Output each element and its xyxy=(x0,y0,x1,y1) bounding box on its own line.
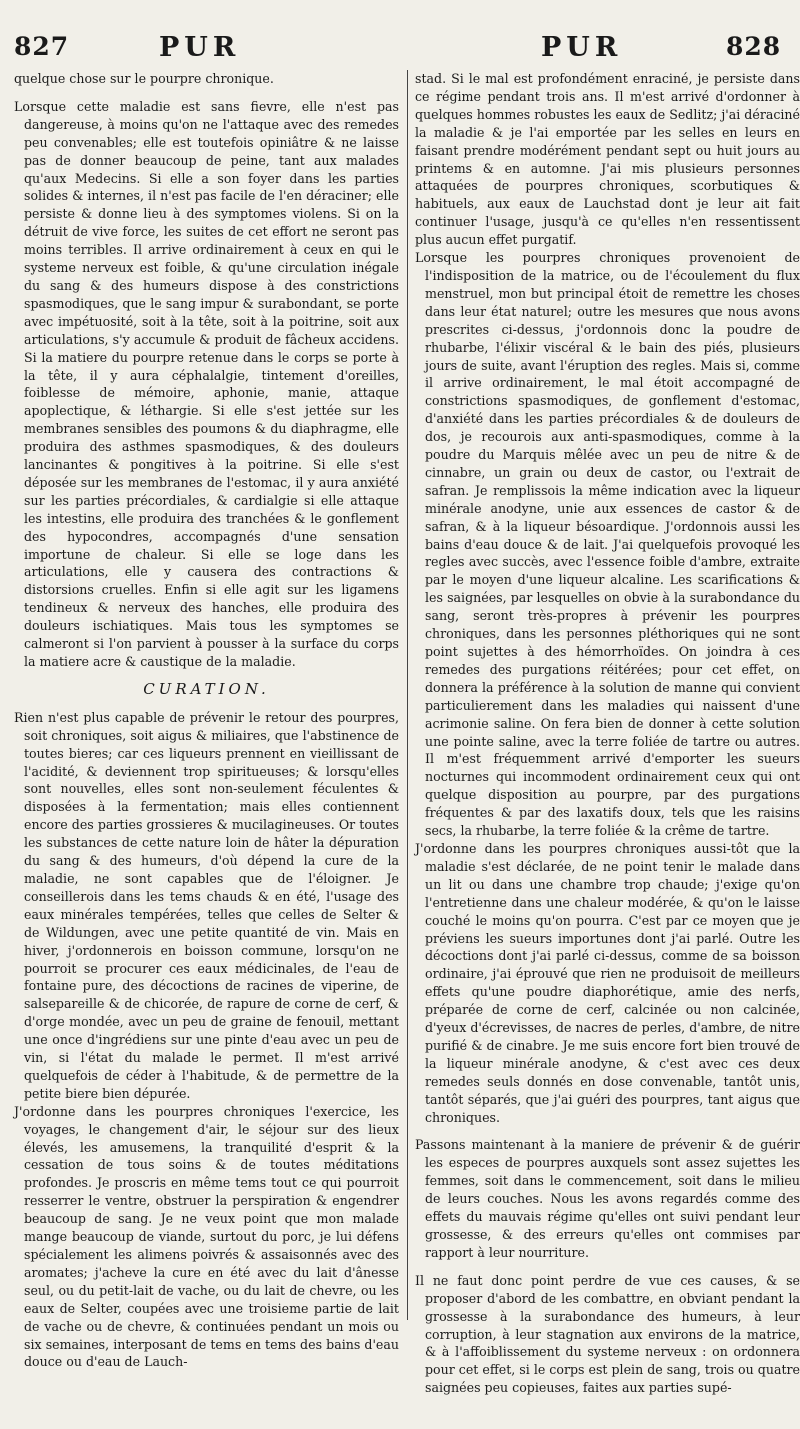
right-page-number: 828 xyxy=(726,32,782,61)
running-header xyxy=(14,32,786,72)
paragraph: Passons maintenant à la maniere de prévenir & de guérir les especes de pourpres auxquels sont assez sujettes les femmes, soit dans le commencement, soit dans le milieu de leurs couches. Nous les avons regardés comme des effets du mauvais régime qu'elles ont suivi pendant leur grossesse, & des erreurs qu'elles ont commises par rapport à leur nourriture. xyxy=(415,1137,800,1260)
paragraph: quelque chose sur le pourpre chronique. xyxy=(14,71,274,86)
section-heading: CURATION. xyxy=(143,679,270,698)
paragraph: Il ne faut donc point perdre de vue ces causes, & se proposer d'abord de les combattre, en obviant pendant la grossesse à la surabondance des humeurs, à leur corruption, à leur stagnation aux environs de la matrice, & à l'affoiblissement du systeme nerveux : on ordonnera pour cet effet, si le corps est plein de sang, trois ou quatre saignées peu copieuses, faites aux parties supé- xyxy=(415,1272,800,1396)
text-columns xyxy=(14,70,800,1396)
paragraph: Lorsque les pourpres chroniques provenoient de l'indisposition de la matrice, ou de l'écoulement du flux menstruel, mon but principal étoit de remettre les choses dans leur état naturel; outre les mesures que nous avons prescrites ci-dessus, j'ordonnois donc la poudre de rhubarbe, l'élixir viscéral & le bain des piés, plusieurs jours de suite, avant l'éruption des regles. Mais si, comme il arrive ordinairement, le mal étoit accompagné de constrictions spasmodiques, de gonflement d'estomac, d'anxiété dans les parties précordiales & de douleurs de dos, je recourois aux anti-spasmodiques, comme à la poudre du Marquis mêlée avec un peu de nitre & de cinnabre, un grain ou deux de castor, ou l'extrait de safran. Je remplissois la même indication avec la liqueur minérale anodyne, unie aux essences de castor & de safran, & à la liqueur bésoardique. J'ordonnois aussi les bains d'eau douce & de lait. J'ai quelquefois provoqué les regles avec succès, avec l'essence foible d'ambre, extraite par le moyen d'une liqueur alcaline. Les scarifications & les saignées, par lesquelles on obvie à la surabondance du sang, seront très-propres à prévenir les pourpres chroniques, dans les personnes pléthoriques qui ne sont point sujettes à des hémorrhoïdes. On joindra à ces remedes des purgations réitérées; pour cet effet, on donnera la préférence à la solution de manne qui convient particulierement dans les maladies qui naissent d'une acrimonie saline. On fera bien de donner à cette solution une pointe saline, avec la terre foliée de tartre ou autres. Il m'est fréquemment arrivé d'emporter les sueurs nocturnes qui incommodent ordinairement ceux qui ont quelque disposition au pourpre, par des purgations fréquentes & par des laxatifs doux, tels que les raisins secs, la rhubarbe, la terre foliée & la crême de tartre. xyxy=(415,250,800,839)
left-headword: PUR xyxy=(159,32,241,63)
left-column xyxy=(14,70,399,1370)
left-page-number: 827 xyxy=(14,32,70,61)
paragraph: Rien n'est plus capable de prévenir le retour des pourpres, soit chroniques, soit aigus & miliaires, que l'abstinence de toutes bieres; car ces liqueurs prennent en vieillissant de l'acidité, & deviennent trop spiritueuses; & lorsqu'elles sont nouvelles, elles sont non-seulement féculentes & disposées à la fermentation; mais elles contiennent encore des parties grossieres & mucilagineuses. Or toutes les substances de cette nature loin de hâter la dépuration du sang & des humeurs, d'où dépend la cure de la maladie, ne sont capables que de l'éloigner. Je conseillerois dans les tems chauds & en été, l'usage des eaux minérales tempérées, telles que celles de Selter & de Wildungen, avec une petite quantité de vin. Mais en hiver, j'ordonnerois en boisson commune, lorsqu'on ne pourroit se procurer ces eaux médicinales, de l'eau de fontaine pure, des décoctions de racines de viperine, de salsepareille & de chicorée, de rapure de corne de cerf, & d'orge mondée, avec un peu de graine de fenouil, mettant une once d'ingrédiens sur une pinte d'eau avec un peu de vin, si l'état du malade le permet. Il m'est arrivé quelquefois de céder à l'habitude, & de permettre de la petite biere bien dépurée. xyxy=(14,709,399,1101)
paragraph: Lorsque cette maladie est sans fievre, elle n'est pas dangereuse, à moins qu'on ne l'attaque avec des remedes peu convenables; elle est toutefois opiniâtre & ne laisse pas de donner beaucoup de peine, tant aux malades qu'aux Medecins. Si elle a son foyer dans les parties solides & internes, il n'est pas facile de l'en déraciner; elle persiste & donne lieu à des symptomes violens. Si on la détruit de vive force, les suites de cet effort ne seront pas moins terribles. Il arrive ordinairement à ceux en qui le systeme nerveux est foible, & qu'une circulation inégale du sang & des humeurs dispose à des constrictions spasmodiques, que le sang impur & surabondant, se porte avec impétuosité, soit à la tête, soit à la poitrine, soit aux articulations, s'y accumule & produit de fâcheux accidens. Si la matiere du pourpre retenue dans le corps se porte à la tête, il y aura céphalalgie, tintement d'oreilles, foiblesse de mémoire, aphonie, manie, attaque apoplectique, & léthargie. Si elle s'est jettée sur les membranes sensibles des poumons & du diaphragme, elle produira des asthmes spasmodiques, & des douleurs lancinantes & pongitives à la poitrine. Si elle s'est déposée sur les membranes de l'estomac, il y aura anxiété sur les parties précordiales, & cardialgie si elle attaque les intestins, elle produira des tranchées & le gonflement des hypocondres, accompagnés d'une sensation importune de chaleur. Si elle se loge dans les articulations, elle y causera des contractions & distorsions cruelles. Enfin si elle agit sur les ligamens tendineux & nerveux des hanches, elle produira des douleurs ischiatiques. Mais tous les symptomes se calmeront si l'on parvient à pousser à la surface du corps la matiere acre & caustique de la maladie. xyxy=(14,98,399,669)
right-headword: PUR xyxy=(541,32,623,63)
paragraph: stad. Si le mal est profondément enraciné, je persiste dans ce régime pendant trois ans. Il m'est arrivé d'ordonner à quelques hommes robustes les eaux de Sedlitz; j'ai déraciné la maladie & je l'ai emportée par les selles en leurs en faisant prendre modérément pendant sept ou huit jours au printems & en automne. J'ai mis plusieurs personnes attaquées de pourpres chroniques, scorbutiques & habituels, aux eaux de Lauchstad dont je leur ait fait continuer l'usage, jusqu'à ce qu'elles n'en ressentissent plus aucun effet purgatif. xyxy=(415,71,800,248)
paragraph: J'ordonne dans les pourpres chroniques l'exercice, les voyages, le changement d'air, le séjour sur des lieux élevés, les amusemens, la tranquilité d'esprit & la cessation de tous soins & de toutes méditations profondes. Je proscris en même tems tout ce qui pourroit resserrer le ventre, obstruer la perspiration & engendrer beaucoup de sang. Je ne veux point que mon malade mange beaucoup de viande, surtout du porc, je lui défens spécialement les alimens poivrés & assaisonnés avec des aromates; j'acheve la cure en été avec du lait d'ânesse seul, ou du petit-lait de vache, ou du lait de chevre, ou les eaux de Selter, coupées avec une troisieme partie de lait de vache ou de chevre, & continuées pendant un mois ou six semaines, interposant de tems en tems des bains d'eau douce ou d'eau de Lauch- xyxy=(14,1103,399,1370)
right-column xyxy=(415,70,800,1396)
paragraph: J'ordonne dans les pourpres chroniques aussi-tôt que la maladie s'est déclarée, de ne point tenir le malade dans un lit ou dans une chambre trop chaude; j'exige qu'on l'entretienne dans une chaleur modérée, & qu'on le laisse couché le moins qu'on pourra. C'est par ce moyen que je préviens les sueurs importunes dont j'ai parlé. Outre les décoctions dont j'ai parlé ci-dessus, comme de sa boisson ordinaire, j'ai éprouvé que rien ne produisoit de meilleurs effets qu'une poudre diaphorétique, amie des nerfs, préparée de corne de cerf, calcinée ou non calcinée, d'yeux d'écrevisses, de nacres de perles, d'ambre, de nitre purifié & de cinabre. Je me suis encore fort bien trouvé de la liqueur minérale anodyne, & c'est avec ces deux remedes seuls donnés en dose convenable, tantôt unis, tantôt séparés, que j'ai guéri des pourpres, tant aigus que chroniques. xyxy=(415,840,800,1125)
